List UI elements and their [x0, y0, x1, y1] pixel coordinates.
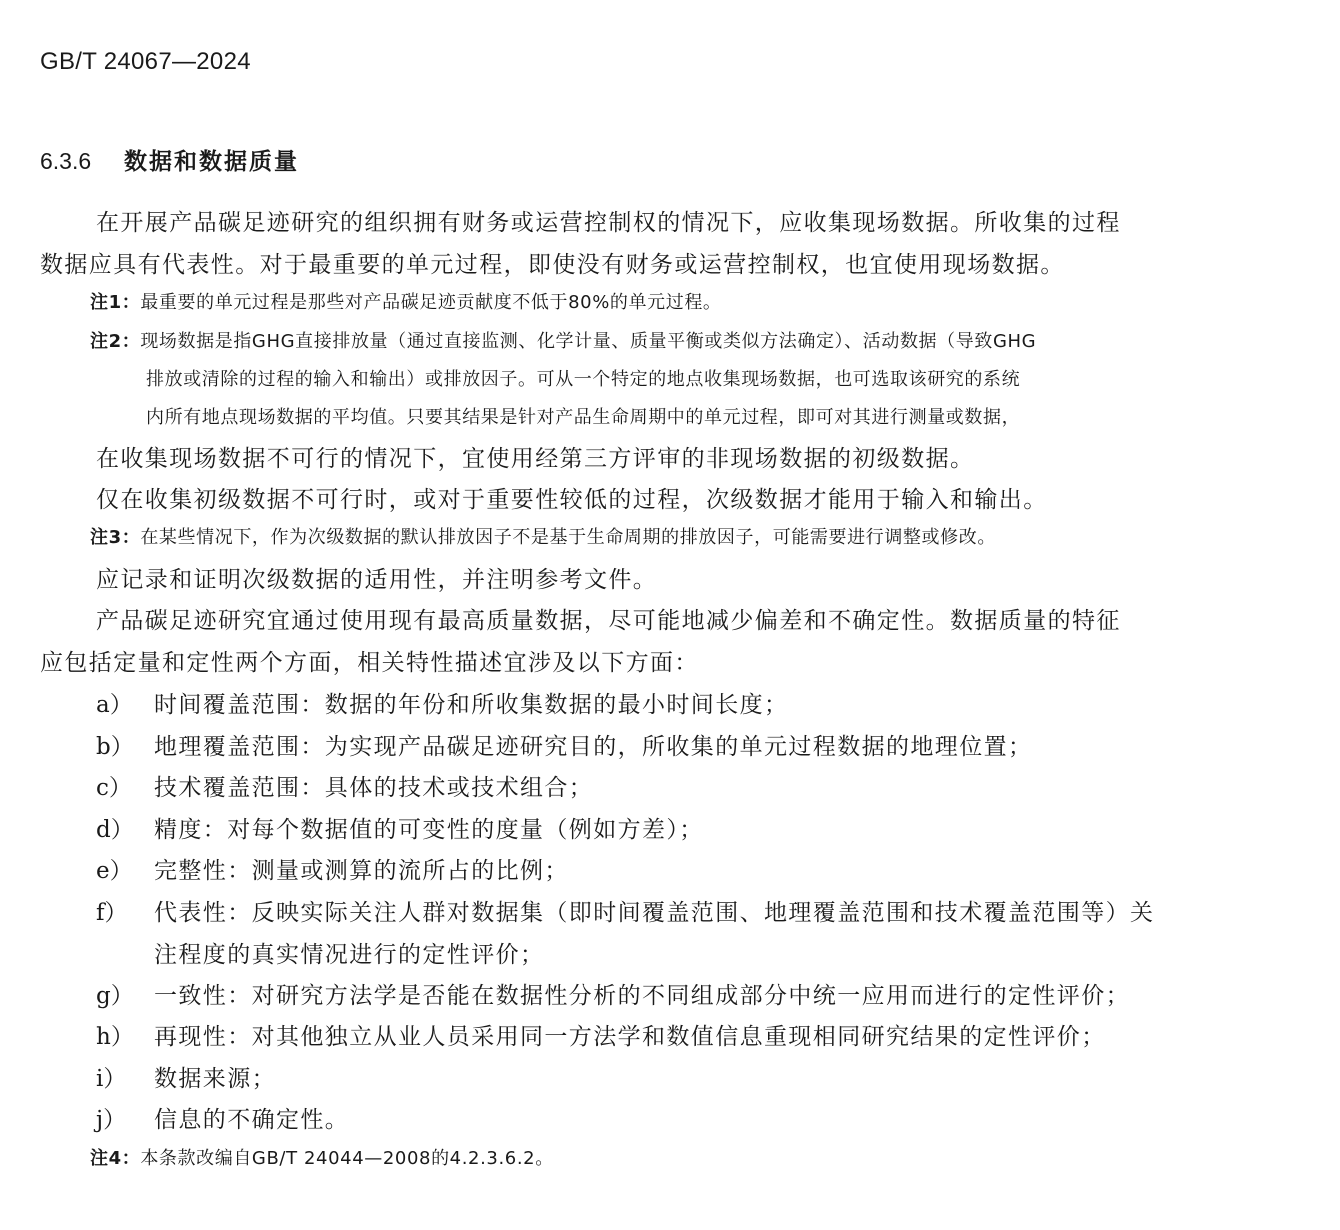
list-item	[96, 1018, 1106, 1051]
list-item	[96, 769, 593, 802]
list-marker: i）	[96, 1066, 127, 1092]
paragraph-line: 数据应具有代表性。对于最重要的单元过程，即使没有财务或运营控制权，也宜使用现场数据。	[40, 252, 1065, 278]
note-label: 注1：	[90, 292, 141, 313]
list-item	[96, 811, 704, 844]
list-item	[96, 977, 1130, 1010]
section-number: 6.3.6	[40, 148, 92, 174]
note-label: 注4：	[90, 1148, 141, 1169]
list-text: 精度：对每个数据值的可变性的度量（例如方差）；	[154, 817, 704, 843]
paragraph-line: 在开展产品碳足迹研究的组织拥有财务或运营控制权的情况下，应收集现场数据。所收集的过程	[96, 210, 1121, 236]
document-code: GB/T 24067—2024	[40, 48, 251, 75]
list-marker: a）	[96, 692, 133, 718]
note-text: 最重要的单元过程是那些对产品碳足迹贡献度不低于80%的单元过程。	[140, 292, 722, 313]
list-text: 技术覆盖范围：具体的技术或技术组合；	[154, 775, 594, 801]
list-marker: d）	[96, 817, 134, 843]
list-text: 信息的不确定性。	[154, 1107, 350, 1133]
list-marker: e）	[96, 858, 133, 884]
list-text: 一致性：对研究方法学是否能在数据性分析的不同组成部分中统一应用而进行的定性评价；	[154, 983, 1130, 1009]
list-marker: c）	[96, 775, 132, 801]
list-marker: b）	[96, 734, 134, 760]
list-marker: j）	[96, 1107, 127, 1133]
list-text: 再现性：对其他独立从业人员采用同一方法学和数值信息重现相同研究结果的定性评价；	[154, 1024, 1106, 1050]
list-marker: f）	[96, 900, 128, 926]
list-text: 完整性：测量或测算的流所占的比例；	[154, 858, 569, 884]
list-text: 代表性：反映实际关注人群对数据集（即时间覆盖范围、地理覆盖范围和技术覆盖范围等）关	[154, 900, 1155, 926]
list-text: 时间覆盖范围：数据的年份和所收集数据的最小时间长度；	[154, 692, 789, 718]
paragraph-line: 产品碳足迹研究宜通过使用现有最高质量数据，尽可能地减少偏差和不确定性。数据质量的特征	[96, 608, 1121, 634]
list-item-continuation: 注程度的真实情况进行的定性评价；	[154, 942, 545, 968]
note-1	[90, 288, 722, 314]
note-2-line: 内所有地点现场数据的平均值。只要其结果是针对产品生命周期中的单元过程，即可对其进行测量或数据，	[146, 407, 1021, 428]
note-3	[90, 523, 996, 549]
note-4	[90, 1144, 554, 1170]
note-label: 注2：	[90, 331, 141, 352]
list-text: 数据来源；	[154, 1066, 276, 1092]
section-heading	[40, 143, 299, 176]
list-item	[96, 894, 1154, 927]
note-text: 本条款改编自GB/T 24044—2008的4.2.3.6.2。	[140, 1148, 554, 1169]
note-text: 在某些情况下，作为次级数据的默认排放因子不是基于生命周期的排放因子，可能需要进行调整或修改。	[140, 527, 996, 548]
list-marker: g）	[96, 983, 134, 1009]
note-2-line: 排放或清除的过程的输入和输出）或排放因子。可从一个特定的地点收集现场数据，也可选取该研究的系统	[146, 369, 1021, 390]
note-2	[90, 327, 1036, 353]
paragraph-line: 应包括定量和定性两个方面，相关特性描述宜涉及以下方面：	[40, 650, 699, 676]
list-marker: h）	[96, 1024, 134, 1050]
list-item	[96, 686, 788, 719]
list-item	[96, 852, 569, 885]
paragraph-line: 应记录和证明次级数据的适用性，并注明参考文件。	[96, 567, 658, 593]
paragraph-line: 仅在收集初级数据不可行时，或对于重要性较低的过程，次级数据才能用于输入和输出。	[96, 487, 1048, 513]
note-text: 现场数据是指GHG直接排放量（通过直接监测、化学计量、质量平衡或类似方法确定）、活动数据（导致GHG	[140, 331, 1037, 352]
list-item	[96, 1101, 349, 1134]
section-title: 数据和数据质量	[124, 149, 299, 175]
list-item	[96, 1060, 276, 1093]
paragraph-line: 在收集现场数据不可行的情况下，宜使用经第三方评审的非现场数据的初级数据。	[96, 446, 975, 472]
list-item	[96, 728, 1032, 761]
note-label: 注3：	[90, 527, 141, 548]
list-text: 地理覆盖范围：为实现产品碳足迹研究目的，所收集的单元过程数据的地理位置；	[154, 734, 1033, 760]
